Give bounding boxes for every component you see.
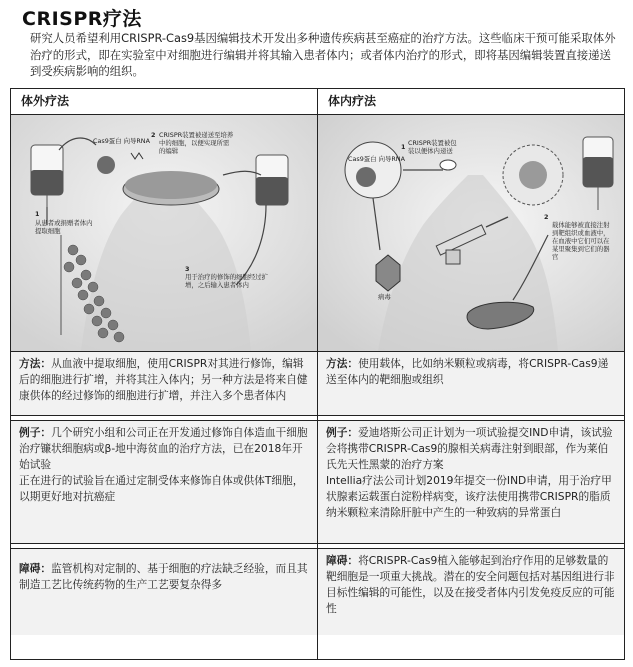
- ex-vivo-obstacle: [11, 549, 317, 635]
- ex-vivo-header: 体外疗法: [11, 89, 317, 115]
- intro-text: 研究人员希望利用CRISPR-Cas9基因编辑技术开发出多种遗传疾病甚至癌症的治疗方法。这些临床干预可能采取体外治疗的形式，即在实验室中对细胞进行编辑并将其输入患者体内；或者体内治疗的形式，即将基因编辑装置直接递送到受疾病影响的组织。: [30, 31, 616, 78]
- step-1-number: 1: [401, 143, 406, 151]
- petri-dish-icon: [123, 171, 219, 205]
- obstacle-label: 障碍：: [326, 554, 359, 567]
- example-text-2: Intellia疗法公司计划2019年提交一份IND申请，用于治疗甲状腺素运载蛋白淀粉样病变，该疗法使用携带CRISPR的脂质纳米颗粒来清除肝脏中产生的一种致病的异常蛋白: [326, 474, 612, 519]
- example-text-1: 爱迪塔斯公司正计划为一项试验提交IND申请，该试验会将携带CRISPR-Cas9的腺相关病毒注射到眼部，作为莱伯氏先天性黑蒙的治疗方案: [326, 426, 613, 471]
- in-vivo-method: [318, 352, 624, 416]
- page-title: CRISPR疗法: [22, 8, 142, 30]
- example-text-2: 正在进行的试验旨在通过定制受体来修饰自体或供体T细胞，以期更好地对抗癌症: [19, 474, 304, 503]
- method-text: 使用载体，比如纳米颗粒或病毒，将CRISPR-Cas9递送至体内的靶细胞或组织: [326, 357, 609, 386]
- comparison-table: [10, 88, 625, 660]
- in-vivo-example: [318, 421, 624, 544]
- ex-vivo-example: [11, 421, 317, 544]
- ex-vivo-illustration: [11, 115, 317, 352]
- cas9-label: Cas9蛋白 向导RNA: [93, 137, 150, 145]
- obstacle-text: 监管机构对定制的、基于细胞的疗法缺乏经验，而且其制造工艺比传统药物的生产工艺要复杂得多: [19, 562, 308, 591]
- blood-bag-icon: [256, 155, 288, 205]
- step-1-caption: 从患者或捐赠者体内提取细胞: [35, 219, 93, 235]
- step-1-caption: CRISPR装置被包装以便体内递送: [408, 139, 457, 155]
- virus-label: 病毒: [378, 293, 391, 301]
- cas9-complex-icon: [345, 142, 401, 198]
- in-vivo-header: 体内疗法: [318, 89, 624, 115]
- example-label: 例子：: [19, 426, 52, 439]
- eye-icon: [440, 160, 456, 170]
- ex-vivo-column: [11, 89, 318, 659]
- method-label: 方法：: [326, 357, 359, 370]
- step-2-number: 2: [544, 213, 549, 221]
- obstacle-text: 将CRISPR-Cas9植入能够起到治疗作用的足够数量的靶细胞是一项重大挑战。潜在的安全问题包括对基因组进行非目标性编辑的可能性，以及在接受者体内引发免疫反应的可能性: [326, 554, 615, 615]
- in-vivo-obstacle: [318, 549, 624, 635]
- step-3-caption: 用于治疗的修饰的细胞经过扩增，之后输入患者体内: [185, 273, 269, 289]
- example-label: 例子：: [326, 426, 359, 439]
- step-3-number: 3: [185, 265, 190, 273]
- ex-vivo-method: [11, 352, 317, 416]
- step-2-caption: 载体能够被直接注射到靶组织或血液中，在血液中它们可以在某里聚集到它们的器官: [552, 221, 610, 261]
- in-vivo-illustration: [318, 115, 624, 352]
- in-vivo-column: [318, 89, 624, 659]
- step-2-number: 2: [151, 131, 156, 139]
- cas9-protein-icon: [97, 156, 115, 174]
- method-label: 方法：: [19, 357, 52, 370]
- obstacle-label: 障碍：: [19, 562, 52, 575]
- step-1-number: 1: [35, 210, 40, 218]
- nanoparticle-icon: [503, 145, 563, 205]
- example-text-1: 几个研究小组和公司正在开发通过修饰自体造血干细胞治疗镰状细胞病或β-地中海贫血的治疗方法，已在2018年开始试验: [19, 426, 308, 471]
- step-2-caption: CRISPR装置被递送至培养中的细胞，以便实现所需的编辑: [159, 131, 234, 155]
- method-text: 从血液中提取细胞，使用CRISPR对其进行修饰，编辑后的细胞进行扩增，并将其注入体内；另一种方法是将来自健康供体的经过修饰的细胞进行扩增，并注入多个患者体内: [19, 357, 308, 402]
- cas9-label: Cas9蛋白 向导RNA: [348, 155, 405, 163]
